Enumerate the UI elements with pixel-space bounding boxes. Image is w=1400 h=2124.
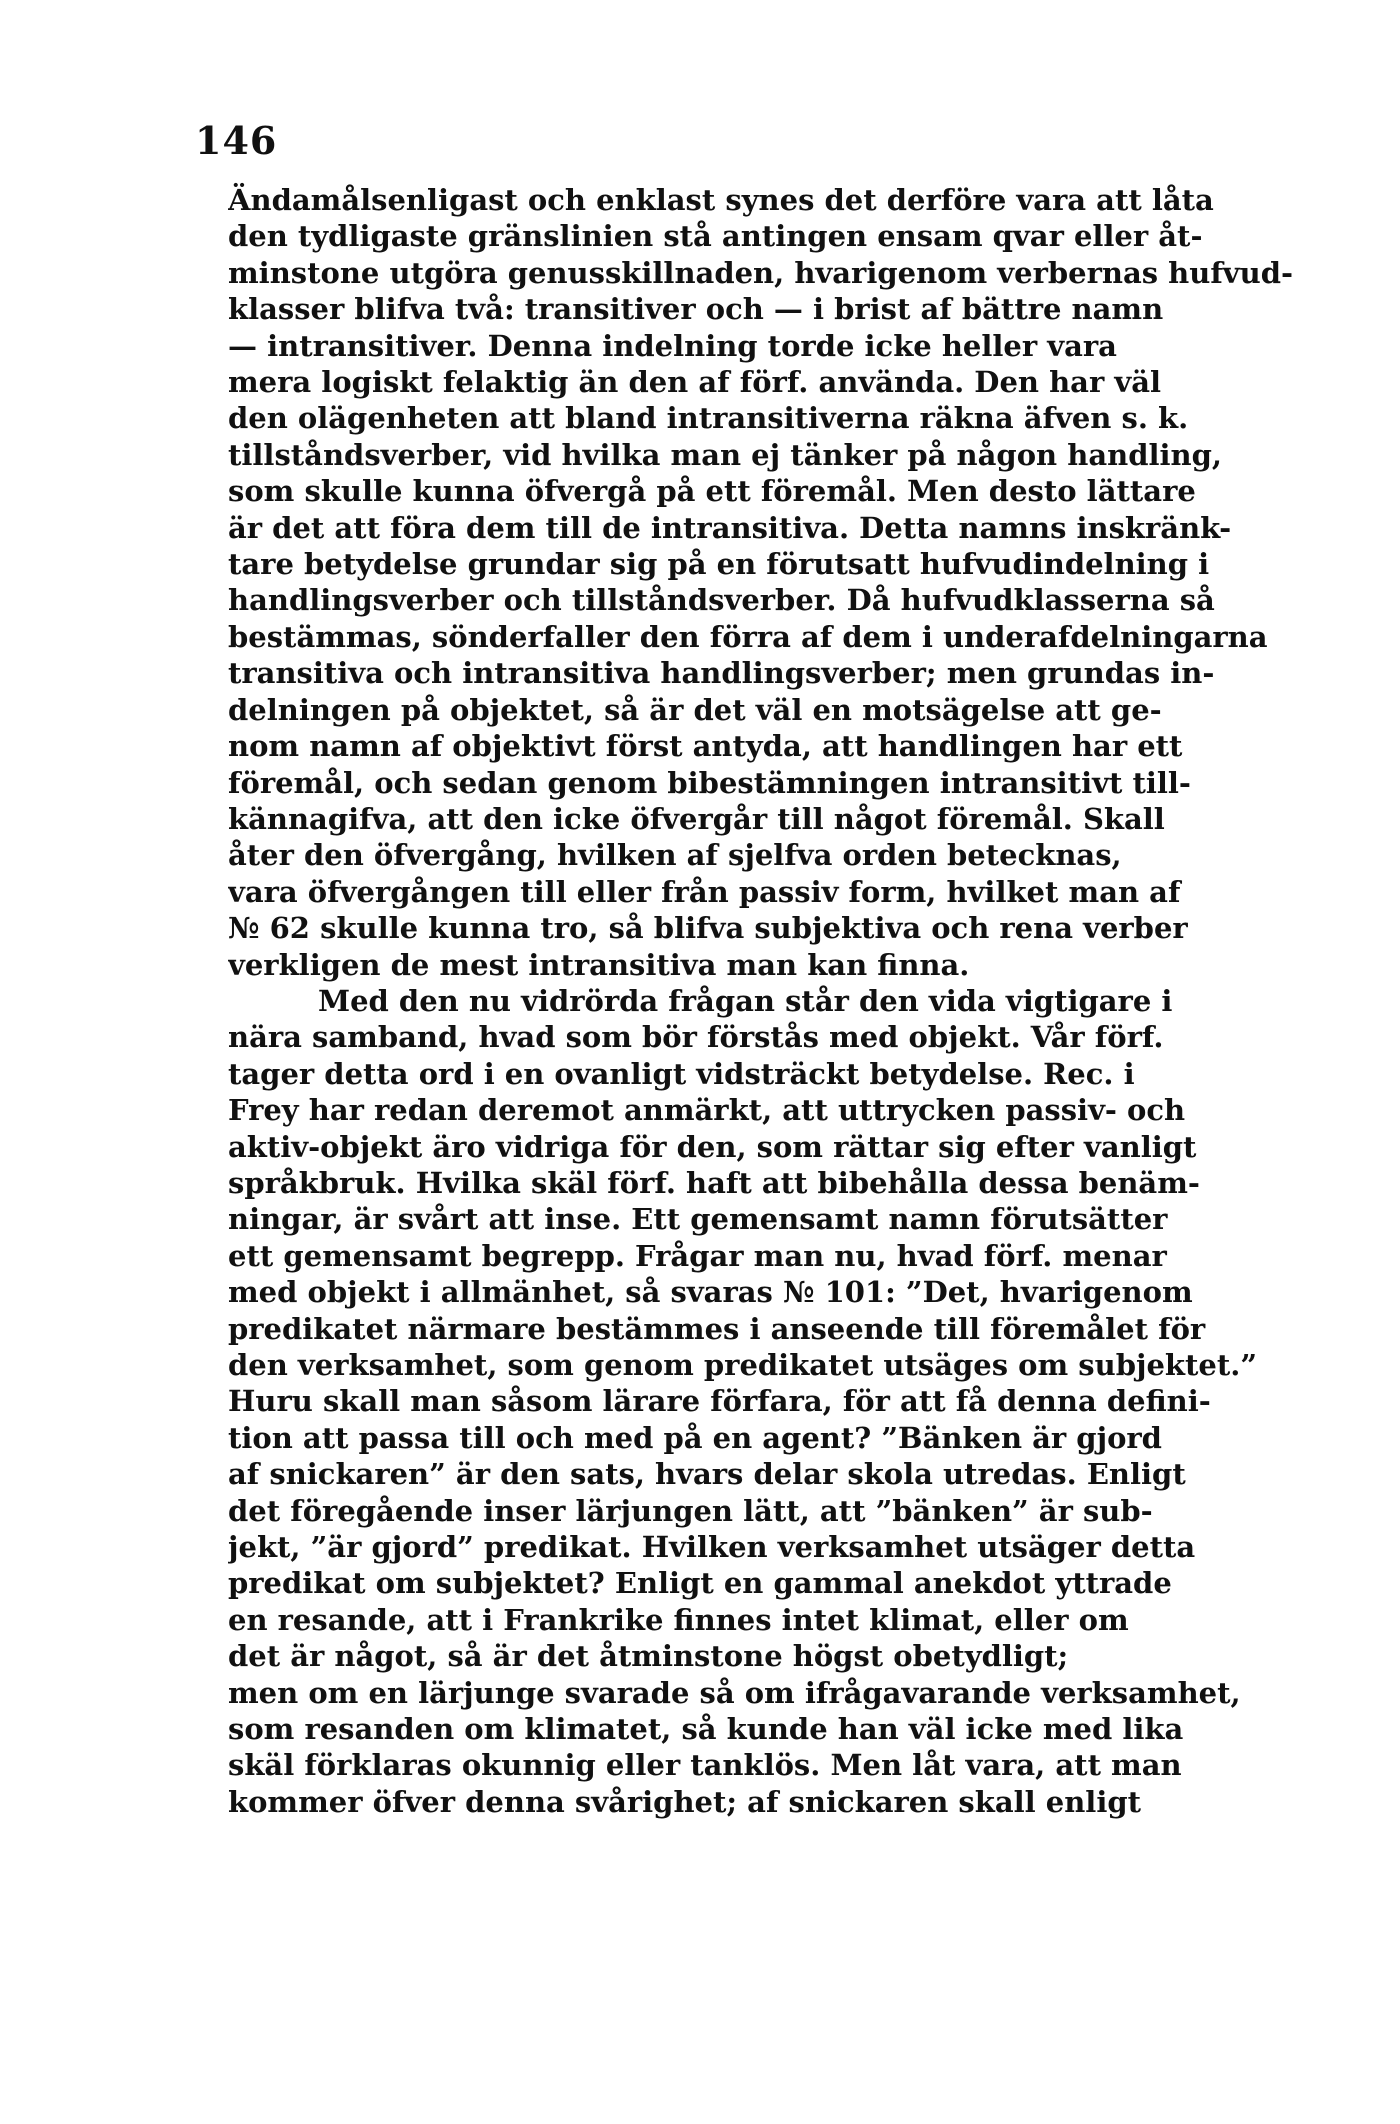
text-line: Huru skall man såsom lärare förfara, för att få denna defini- <box>228 1384 1211 1419</box>
text-line: som skulle kunna öfvergå på ett föremål. Men desto lättare <box>228 474 1196 509</box>
text-line: af snickaren” är den sats, hvars delar skola utredas. Enligt <box>228 1457 1186 1492</box>
text-line: Ändamålsenligast och enklast synes det derföre vara att låta <box>228 183 1214 217</box>
text-line: som resanden om klimatet, så kunde han väl icke med lika <box>228 1712 1184 1747</box>
text-line: den tydligaste gränslinien stå antingen ensam qvar eller åt- <box>228 219 1203 254</box>
text-line: den olägenheten att bland intransitiverna räkna äfven s. k. <box>228 401 1189 436</box>
text-line: Frey har redan deremot anmärkt, att uttrycken passiv- och <box>228 1093 1186 1128</box>
text-line: mera logiskt felaktig än den af förf. använda. Den har väl <box>228 365 1161 400</box>
text-line: men om en lärjunge svarade så om ifrågavarande verksamhet, <box>228 1675 1241 1710</box>
text-line: handlingsverber och tillståndsverber. Då hufvudklasserna så <box>228 583 1215 618</box>
text-line: klasser blifva två: transitiver och — i brist af bättre namn <box>228 292 1164 327</box>
paragraph-start-line: Med den nu vidrörda frågan står den vida vigtigare i <box>318 983 1173 1018</box>
text-line: språkbruk. Hvilka skäl förf. haft att bibehålla dessa benäm- <box>228 1165 1200 1200</box>
text-line: det föregående inser lärjungen lätt, att ”bänken” är sub- <box>228 1493 1153 1528</box>
text-line: vara öfvergången till eller från passiv form, hvilket man af <box>228 874 1181 909</box>
text-line: delningen på objektet, så är det väl en motsägelse att ge- <box>228 692 1162 727</box>
text-line: nom namn af objektivt först antyda, att handlingen har ett <box>228 729 1183 764</box>
text-line: aktiv-objekt äro vidriga för den, som rättar sig efter vanligt <box>228 1129 1197 1164</box>
text-line: № 62 skulle kunna tro, så blifva subjektiva och rena verber <box>228 911 1188 946</box>
text-line: tion att passa till och med på en agent? ”Bänken är gjord <box>228 1420 1162 1455</box>
text-line: det är något, så är det åtminstone högst obetydligt; <box>228 1639 1069 1674</box>
body-text <box>228 182 1303 1820</box>
text-line: verkligen de mest intransitiva man kan finna. <box>228 947 970 982</box>
text-line: nära samband, hvad som bör förstås med objekt. Vår förf. <box>228 1020 1164 1055</box>
text-line: tare betydelse grundar sig på en förutsatt hufvudindelning i <box>228 547 1210 582</box>
text-line: jekt, ”är gjord” predikat. Hvilken verksamhet utsäger detta <box>228 1530 1196 1565</box>
text-line: minstone utgöra genusskillnaden, hvarigenom verbernas hufvud- <box>228 255 1294 290</box>
text-line: predikat om subjektet? Enligt en gammal anekdot yttrade <box>228 1566 1172 1601</box>
text-line: predikatet närmare bestämmes i anseende till föremålet för <box>228 1311 1206 1346</box>
text-line: med objekt i allmänhet, så svaras № 101: ”Det, hvarigenom <box>228 1275 1193 1310</box>
text-line: föremål, och sedan genom bibestämningen intransitivt till- <box>228 765 1191 800</box>
text-line: åter den öfvergång, hvilken af sjelfva orden betecknas, <box>228 838 1122 873</box>
text-line: tillståndsverber, vid hvilka man ej tänker på någon handling, <box>228 437 1222 472</box>
text-line: ningar, är svårt att inse. Ett gemensamt namn förutsätter <box>228 1202 1168 1237</box>
text-line: är det att föra dem till de intransitiva. Detta namns inskränk- <box>228 510 1232 545</box>
page-number: 146 <box>195 118 278 163</box>
text-line: kommer öfver denna svårighet; af snickaren skall enligt <box>228 1784 1142 1819</box>
text-line: — intransitiver. Denna indelning torde icke heller vara <box>228 328 1117 363</box>
text-line: tager detta ord i en ovanligt vidsträckt betydelse. Rec. i <box>228 1056 1135 1091</box>
text-line: den verksamhet, som genom predikatet utsäges om subjektet.” <box>228 1348 1258 1382</box>
text-line: ett gemensamt begrepp. Frågar man nu, hvad förf. menar <box>228 1238 1167 1273</box>
text-line: bestämmas, sönderfaller den förra af dem i underafdelningarna <box>228 619 1268 654</box>
text-line: en resande, att i Frankrike finnes intet klimat, eller om <box>228 1602 1129 1637</box>
text-line: kännagifva, att den icke öfvergår till något föremål. Skall <box>228 801 1165 836</box>
text-line: skäl förklaras okunnig eller tanklös. Men låt vara, att man <box>228 1748 1182 1783</box>
text-line: transitiva och intransitiva handlingsverber; men grundas in- <box>228 656 1215 691</box>
